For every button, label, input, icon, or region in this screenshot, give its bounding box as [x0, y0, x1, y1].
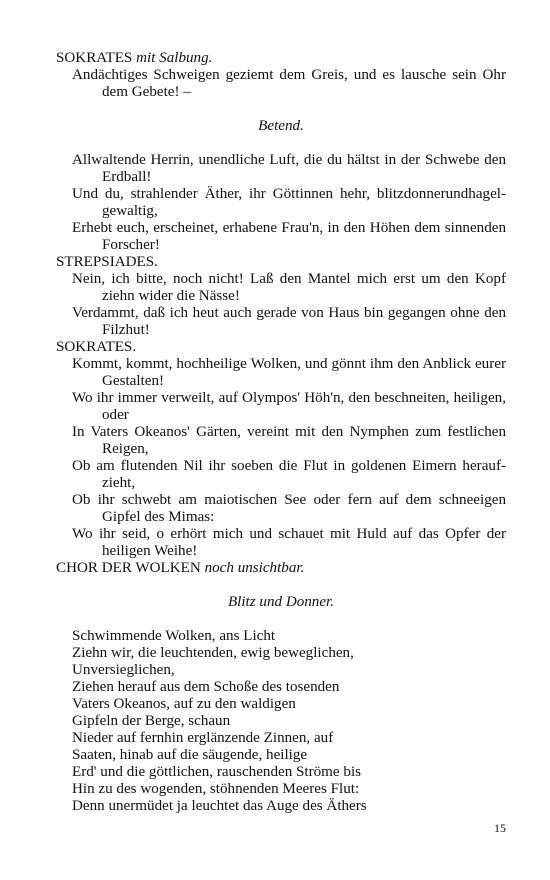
chorus-song — [56, 628, 506, 815]
stage-direction-centered: Blitz und Donner. — [227, 594, 335, 610]
speaker-name: SOKRATES. — [56, 339, 137, 355]
speaker-name: STREPSIADES. — [56, 254, 158, 270]
song-line: Vaters Okeanos, auf zu den waldigen — [72, 696, 296, 712]
speaker-line — [56, 254, 506, 271]
verse-line: Kommt, kommt, hochheilige Wolken, und gönnt ihm den Anblick eurer Gestalten! — [72, 356, 506, 389]
page-content — [56, 50, 506, 815]
song-line: Ziehn wir, die leuchtenden, ewig beweglichen, — [72, 645, 354, 661]
song-line: Gipfeln der Berge, schaun — [72, 713, 231, 729]
song-line: Ziehen herauf aus dem Schoße des tosenden — [72, 679, 340, 695]
speaker-name: CHOR DER WOLKEN — [56, 560, 201, 576]
speaker-line — [56, 50, 506, 67]
verse-line: Ob am flutenden Nil ihr soeben die Flut in goldenen Eimern heraufzieht, — [72, 458, 506, 491]
verse-line: Andächtiges Schweigen geziemt dem Greis, und es lausche sein Ohr dem Gebete! – — [72, 67, 506, 100]
verse-line: In Vaters Okeanos' Gärten, vereint mit den Nymphen zum festlichen Reigen, — [72, 424, 506, 457]
verse-line: Verdammt, daß ich heut auch gerade von Haus bin gegangen ohne den Filzhut! — [72, 305, 506, 338]
song-line: Saaten, hinab auf die säugende, heilige — [72, 747, 308, 763]
song-line: Unversieglichen, — [72, 662, 175, 678]
song-line: Denn unermüdet ja leuchtet das Auge des Äthers — [72, 798, 367, 814]
speaker-line — [56, 339, 506, 356]
verse-line: Wo ihr immer verweilt, auf Olympos' Höh'n, den beschneiten, heiligen, oder — [72, 390, 506, 423]
verse-line: Ob ihr schwebt am maiotischen See oder fern auf dem schneeigen Gipfel des Mimas: — [72, 492, 506, 525]
song-line: Schwimmende Wolken, ans Licht — [72, 628, 276, 644]
song-line: Hin zu des wogenden, stöhnenden Meeres Flut: — [72, 781, 360, 797]
verse-line: Allwaltende Herrin, unendliche Luft, die du hältst in der Schwebe den Erdball! — [72, 152, 506, 185]
stage-direction: noch unsichtbar. — [204, 560, 305, 576]
speaker-line — [56, 560, 506, 577]
verse-line: Und du, strahlender Äther, ihr Göttinnen hehr, blitzdonnerundhagelgewaltig, — [72, 186, 506, 219]
verse-line: Erhebt euch, erscheinet, erhabene Frau'n, in den Höhen dem sinnenden Forscher! — [72, 220, 506, 253]
stage-direction-centered: Betend. — [258, 118, 304, 134]
song-line: Erd' und die göttlichen, rauschenden Ströme bis — [72, 764, 362, 780]
song-line: Nieder auf fernhin erglänzende Zinnen, auf — [72, 730, 334, 746]
verse-line: Nein, ich bitte, noch nicht! Laß den Mantel mich erst um den Kopf ziehn wider die Nässe! — [72, 271, 506, 304]
stage-direction: mit Salbung. — [136, 50, 213, 66]
speaker-name: SOKRATES — [56, 50, 133, 66]
page-number: 15 — [494, 821, 506, 835]
verse-line: Wo ihr seid, o erhört mich und schauet mit Huld auf das Opfer der heiligen Weihe! — [72, 526, 506, 559]
